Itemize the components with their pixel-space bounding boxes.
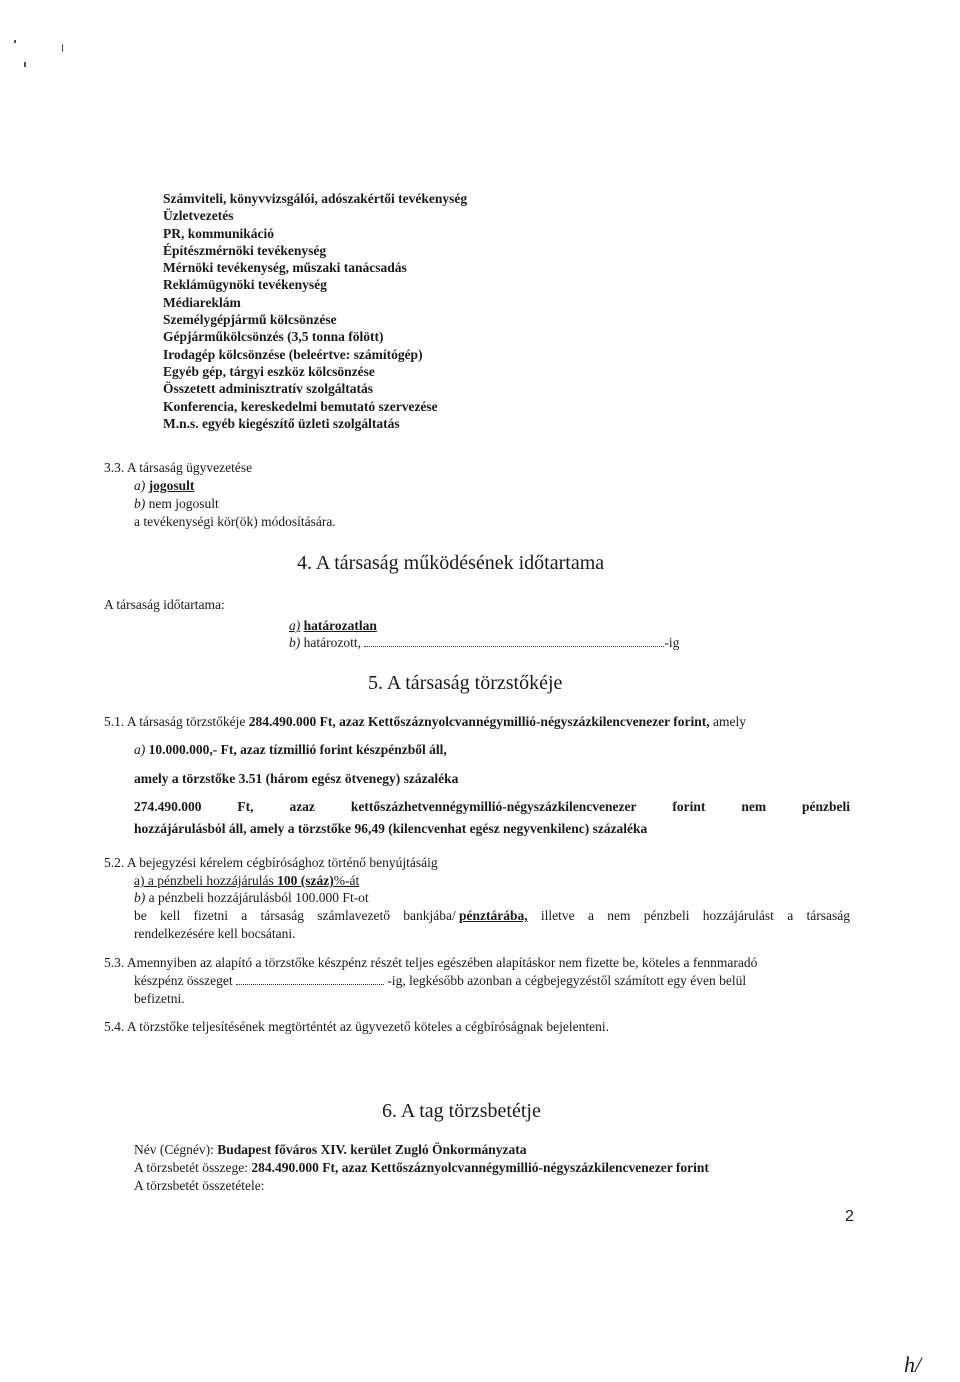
scan-speck bbox=[62, 44, 63, 52]
fill-in-dots bbox=[364, 646, 664, 647]
option-letter: a) bbox=[134, 742, 146, 757]
page-number: 2 bbox=[845, 1208, 854, 1225]
contribution-composition: A törzsbetét összetétele: bbox=[134, 1178, 265, 1193]
option-text: határozatlan bbox=[303, 618, 377, 633]
option-letter: b) bbox=[134, 496, 146, 511]
paragraph-text: -ig, legkésőbb azonban a cégbejegyzéstől számított egy éven belül bbox=[387, 973, 747, 988]
paragraph-text: Amennyiben az alapító a törzstőke készpénz részét teljes egészében alapításkor nem fizette be, köteles a fennmaradó bbox=[126, 955, 758, 970]
option-a bbox=[134, 477, 194, 495]
activity-item: Üzletvezetés bbox=[163, 208, 234, 224]
paragraph-number: 5.1. bbox=[104, 714, 125, 729]
justified-word: pénztárába, bbox=[459, 908, 528, 923]
section-4-heading: 4. A társaság működésének időtartama bbox=[297, 552, 605, 574]
paragraph-5-4 bbox=[104, 1018, 609, 1036]
duration-option-a bbox=[289, 617, 377, 635]
member-name bbox=[134, 1141, 527, 1159]
justified-word: pénzbeli bbox=[801, 799, 850, 814]
option-suffix: -ig bbox=[664, 635, 680, 650]
payment-option-a bbox=[134, 872, 359, 890]
activity-item: M.n.s. egyéb kiegészítő üzleti szolgáltatás bbox=[163, 415, 400, 431]
paragraph-text: készpénz összeget bbox=[134, 973, 233, 988]
fill-in-dots bbox=[236, 984, 384, 985]
justified-word: nem bbox=[607, 908, 631, 923]
activity-list bbox=[163, 190, 467, 432]
activity-item: Személygépjármű kölcsönzése bbox=[163, 312, 337, 328]
activity-item: Médiareklám bbox=[163, 294, 241, 310]
activity-item: Számviteli, könyvvizsgálói, adószakértői tevékenység bbox=[163, 191, 468, 206]
justified-word: kettőszázhetvennégymillió-négyszázkilencvenezer bbox=[350, 799, 637, 814]
option-letter: a) bbox=[289, 618, 301, 633]
scan-speck bbox=[14, 40, 16, 43]
justified-word: hozzájárulást bbox=[702, 908, 774, 923]
justified-word: kell bbox=[160, 908, 181, 923]
justified-word: bankjába/ bbox=[403, 908, 456, 923]
justified-word: társaság bbox=[260, 908, 305, 923]
option-b bbox=[134, 495, 219, 513]
activity-item: Reklámügynöki tevékenység bbox=[163, 277, 327, 293]
contribution-amount bbox=[134, 1159, 709, 1177]
section-3-3 bbox=[104, 459, 252, 477]
option-text: jogosult bbox=[148, 478, 195, 493]
activity-item: Összetett adminisztratív szolgáltatás bbox=[163, 381, 373, 397]
paragraph-text: A társaság törzstőkéje bbox=[126, 714, 246, 729]
option-letter: b) bbox=[289, 635, 301, 650]
field-value: Budapest főváros XIV. kerület Zugló Önkormányzata bbox=[217, 1142, 527, 1157]
option-text: 10.000.000,- Ft, azaz tízmillió forint készpénzből áll, bbox=[148, 742, 447, 757]
field-label: Név (Cégnév): bbox=[134, 1142, 214, 1157]
capital-option-a-line2: amely a törzstőke 3.51 (három egész ötvenegy) százaléka bbox=[134, 771, 459, 786]
option-text: határozott, bbox=[303, 635, 361, 650]
option-text: a pénzbeli hozzájárulásból 100.000 Ft-ot bbox=[148, 890, 369, 905]
field-label: A törzsbetét összege: bbox=[134, 1160, 248, 1175]
justified-word: 274.490.000 bbox=[134, 799, 202, 814]
section-title: A társaság ügyvezetése bbox=[126, 460, 253, 475]
justified-word: társaság bbox=[806, 908, 850, 923]
paragraph-5-2-line4: rendelkezésére kell bocsátani. bbox=[134, 926, 296, 941]
justified-word: azaz bbox=[289, 799, 315, 814]
duration-option-b bbox=[289, 634, 679, 652]
justified-word: a bbox=[241, 908, 248, 923]
option-amount: 100 (száz) bbox=[277, 873, 334, 888]
capital-line-b bbox=[134, 798, 850, 816]
activity-item: Mérnöki tevékenység, műszaki tanácsadás bbox=[163, 260, 407, 276]
option-tail: %-át bbox=[333, 873, 360, 888]
activity-item: Egyéb gép, tárgyi eszköz kölcsönzése bbox=[163, 363, 375, 379]
scan-speck bbox=[24, 62, 26, 67]
justified-word: illetve bbox=[540, 908, 575, 923]
justified-word: a bbox=[787, 908, 794, 923]
paragraph-5-2-line3 bbox=[134, 907, 850, 925]
paragraph-number: 5.2. bbox=[104, 855, 125, 870]
justified-word: pénzbeli bbox=[643, 908, 690, 923]
paragraph-5-3 bbox=[104, 954, 757, 972]
capital-option-a bbox=[134, 741, 447, 759]
justified-word: Ft, bbox=[237, 799, 254, 814]
option-text: a) a pénzbeli hozzájárulás bbox=[134, 873, 274, 888]
paragraph-text: A bejegyzési kérelem cégbírósághoz történő benyújtásáig bbox=[126, 855, 438, 870]
payment-option-b bbox=[134, 889, 369, 907]
paragraph-number: 5.3. bbox=[104, 955, 125, 970]
option-letter: b) bbox=[134, 890, 146, 905]
paragraph-5-3-line3: befizetni. bbox=[134, 991, 185, 1006]
activity-item: Gépjárműkölcsönzés (3,5 tonna fölött) bbox=[163, 329, 384, 345]
field-value: 284.490.000 Ft, azaz Kettőszáznyolcvannégymillió-négyszázkilencvenezer forint bbox=[251, 1160, 709, 1175]
section-number: 3.3. bbox=[104, 460, 125, 475]
option-letter: a) bbox=[134, 478, 146, 493]
justified-word: be bbox=[134, 908, 147, 923]
paragraph-text: A törzstőke teljesítésének megtörténtét az ügyvezető köteles a cégbíróságnak bejelenteni. bbox=[126, 1019, 609, 1034]
justified-word: fizetni bbox=[193, 908, 229, 923]
paragraph-number: 5.4. bbox=[104, 1019, 125, 1034]
option-text: nem jogosult bbox=[148, 496, 219, 511]
justified-word: számlavezető bbox=[317, 908, 391, 923]
section-3-3-tail: a tevékenységi kör(ök) módosítására. bbox=[134, 514, 336, 529]
activity-item: Irodagép kölcsönzése (beleértve: számítógép) bbox=[163, 346, 423, 362]
justified-word: nem bbox=[741, 799, 767, 814]
section-5-heading: 5. A társaság törzstőkéje bbox=[368, 672, 563, 694]
activity-item: Konferencia, kereskedelmi bemutató szervezése bbox=[163, 398, 438, 414]
paragraph-5-3-line2 bbox=[134, 972, 746, 990]
capital-amount: 284.490.000 Ft, azaz Kettőszáznyolcvannégymillió-négyszázkilencvenezer forint, bbox=[248, 714, 710, 729]
capital-line-b-line2: hozzájárulásból áll, amely a törzstőke 96,49 (kilencvenhat egész negyvenkilenc) százaléka bbox=[134, 821, 648, 836]
paragraph-5-1 bbox=[104, 713, 746, 731]
handwritten-initials: h/ bbox=[904, 1352, 922, 1377]
paragraph-text-end: amely bbox=[713, 714, 747, 729]
justified-word: a bbox=[587, 908, 594, 923]
duration-label: A társaság időtartama: bbox=[104, 597, 225, 612]
activity-item: PR, kommunikáció bbox=[163, 225, 275, 241]
section-6-heading: 6. A tag törzsbetétje bbox=[382, 1100, 541, 1122]
activity-item: Építészmérnöki tevékenység bbox=[163, 242, 327, 258]
paragraph-5-2 bbox=[104, 854, 438, 872]
justified-word: forint bbox=[672, 799, 706, 814]
